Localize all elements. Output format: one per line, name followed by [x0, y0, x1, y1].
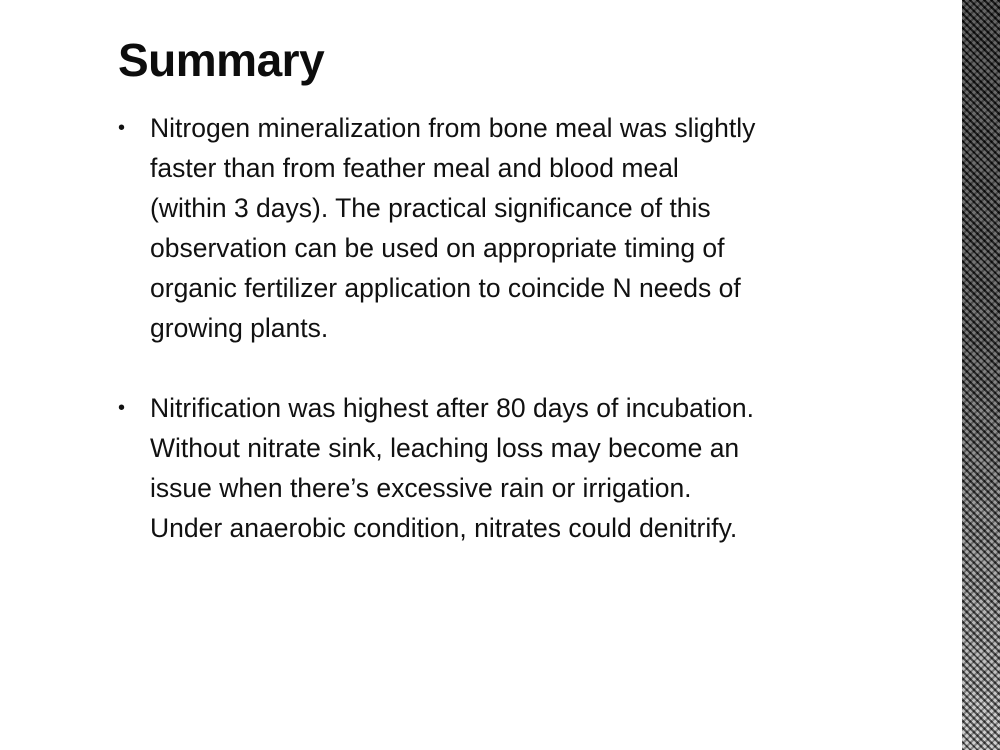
- slide-title: Summary: [118, 34, 325, 86]
- bullet-item: [118, 108, 878, 348]
- bullet-marker: •: [118, 397, 126, 419]
- bullet-item: [118, 388, 878, 548]
- bullet-list: [118, 108, 878, 588]
- bullet-text: Nitrogen mineralization from bone meal was slightly faster than from feather meal and blood meal (within 3 days). The practical significance of this observation can be used on appropriate timing of organic fertilizer application to coincide N needs of growing plants.: [150, 113, 756, 343]
- bullet-text: Nitrification was highest after 80 days of incubation. Without nitrate sink, leaching loss may become an issue when there’s excessive rain or irrigation. Under anaerobic condition, nitrates could denitrify.: [150, 393, 754, 543]
- bullet-marker: •: [118, 117, 126, 139]
- decorative-texture-strip: [962, 0, 1000, 750]
